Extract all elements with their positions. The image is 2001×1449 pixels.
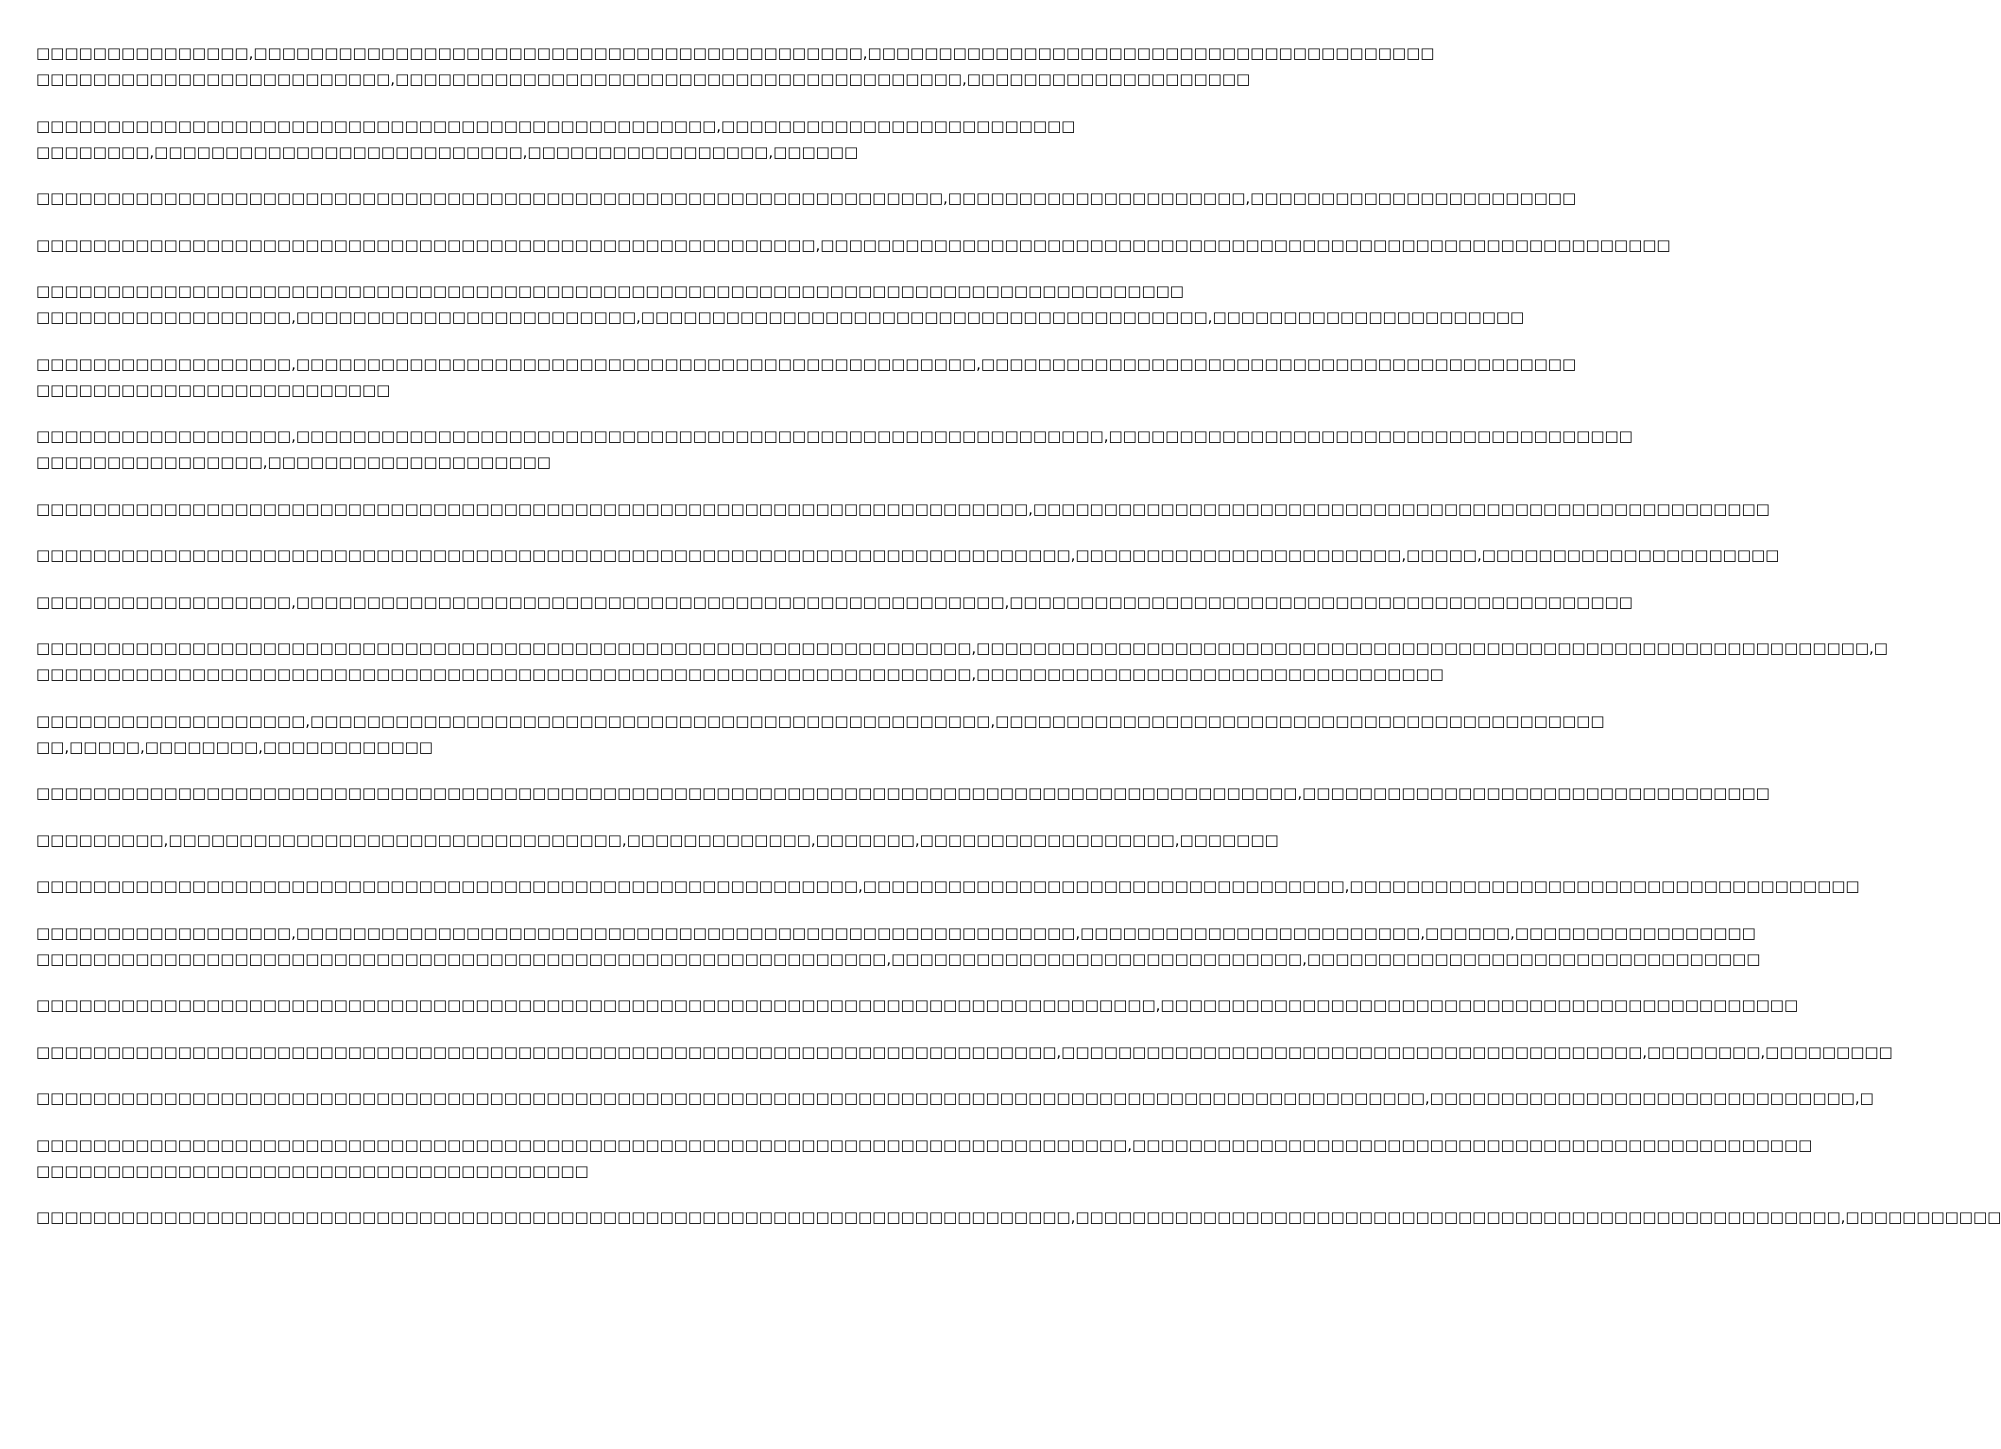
paragraph-line: □□□□□□□□□□□□□□□□□□□□□□□□□□□□□□□□□□□□□□□ bbox=[36, 1161, 589, 1180]
paragraph-line: □□□□□□□□□□□□□□□□□□□□□□□□□□□□□□□□□□□□□□□□□□□□□□□□□□□□□□□□□□□□□□□□□□□□□□□□□,□□□□□□□□□□□□□□□□□□□□□□□,□□□□□,□□□□□□□□□□□□□□□□□□□□□ bbox=[36, 546, 1780, 564]
paragraph bbox=[36, 780, 1770, 806]
paragraph-line: □□□□□□□□□□□□□□□□□□□□□□□□□□□□□□□□□□□□□□□□□□□□□□□□□□□□□□□□□□□□□□□□□□□□□□□□,□□□□□□□□□□□□□□□□□□□□□□□□□□□□□□□□□□□□□□□□□,□□□□□□□□,□□□□□□□□□ bbox=[36, 1042, 1893, 1061]
paragraph bbox=[36, 423, 1633, 475]
paragraph-line: □□□□□□□□□□□□□□□□□□□□□□□□□□□□□□□□□□□□□□□□□□□□□□□□□□□□□□□□□□,□□□□□□□□□□□□□□□□□□□□□□□□□□□□□□□□□□,□□□□□□□□□□□□□□□□□□□□□□□□□□□□□□□□□□□□ bbox=[36, 877, 1860, 895]
paragraph-line: □□□□□□□□□□□□□□□□□□□□□□□□□□□□□□□□□□□□□□□□□□□□□□□□□□□□□□□□□□□□□□□□□□□□□□□□□□□□□□□□□□□□□□□□□,□□□□□□□□□□□□□□□□□□□□□□□□□□□□□□□□□ bbox=[36, 784, 1770, 802]
paragraph bbox=[36, 920, 1761, 972]
paragraph-line: □□□□□□□□□□□□□□□□,□□□□□□□□□□□□□□□□□□□□ bbox=[36, 453, 551, 471]
paragraph bbox=[36, 232, 1671, 258]
paragraph-line: □□□□□□□□□□□□□□□□□□□□□□□□□□□□□□□□□□□□□□□□□□□□□□□□□□□□□□□□□□□□□□□□□□□□□□□□□□□□□,□□□□□□□□□□□□□□□□□□□□□□□□□□□□□□□□□□□□□□□□□□□□□□□□ bbox=[36, 1135, 1813, 1154]
paragraph-line: □□□□□□□□□□□□□□□□□□□□□□□□□□□□□□□□□□□□□□□□□□□□□□□□,□□□□□□□□□□□□□□□□□□□□□□□□□ bbox=[36, 116, 1076, 135]
paragraph-line: □□□□□□□□□□□□□□□□□□□□□□□□□□□□□□□□□□□□□□□□□□□□□□□□□□□□□□□□□□□□□□□□□□□□□□,□□□□□□□□□□□□□□□□□□□□□□□□□□□□□□□□□□□□□□□□□□□□□□□□□□□□ bbox=[36, 499, 1770, 518]
paragraph bbox=[36, 1132, 1813, 1184]
paragraph-line: □□□□□□□□□□□□□□□□□□□□□□□□□ bbox=[36, 380, 391, 399]
paragraph bbox=[36, 1039, 1893, 1065]
paragraph bbox=[36, 113, 1076, 165]
paragraph-line: □□□□□□□□,□□□□□□□□□□□□□□□□□□□□□□□□□□,□□□□□□□□□□□□□□□□□,□□□□□□ bbox=[36, 142, 859, 161]
paragraph-line: □□□□□□□□□□□□□□□□□□□□□□□□□□□□□□□□□□□□□□□□□□□□□□□□□□□□□□□,□□□□□□□□□□□□□□□□□□□□□□□□□□□□□□□□□□□□□□□□□□□□□□□□□□□□□□□□□□□□ bbox=[36, 235, 1671, 254]
document-page bbox=[36, 40, 2001, 1251]
paragraph-line: □□□□□□□□□□□□□□□□□□□□□□□□□□□□□□□□□□□□□□□□□□□□□□□□□□□□□□□□□□□□□□□□□□□□□□□□□□□□□□□□□ bbox=[36, 282, 1184, 300]
paragraph-line: □□□□□□□□□□□□□□□□□□,□□□□□□□□□□□□□□□□□□□□□□□□,□□□□□□□□□□□□□□□□□□□□□□□□□□□□□□□□□□□□□□□□,□□□□□□□□□□□□□□□□□□□□□□ bbox=[36, 308, 1525, 326]
paragraph bbox=[36, 708, 1605, 760]
paragraph-line: □□□□□□□□□□□□□□□,□□□□□□□□□□□□□□□□□□□□□□□□□□□□□□□□□□□□□□□□□□□,□□□□□□□□□□□□□□□□□□□□□□□□□□□□□□□□□□□□□□□□ bbox=[36, 44, 1435, 62]
paragraph-line: □□□□□□□□□□□□□□□□□□,□□□□□□□□□□□□□□□□□□□□□□□□□□□□□□□□□□□□□□□□□□□□□□□□,□□□□□□□□□□□□□□□□□□□□□□□□□□□□□□□□□□□□□□□□□□ bbox=[36, 354, 1577, 373]
paragraph-line: □□□□□□□□□□□□□□□□□□□□□□□□□□□□□□□□□□□□□□□□□□□□□□□□□□□□□□□□□□□□□□□□□□,□□□□□□□□□□□□□□□□□□□□□□□□□□□□□□□□□ bbox=[36, 665, 1444, 683]
paragraph bbox=[36, 351, 1577, 403]
paragraph bbox=[36, 542, 1780, 568]
paragraph bbox=[36, 589, 1633, 615]
paragraph-line: □□□□□□□□□□□□□□□□□□□□□□□□□□□□□□□□□□□□□□□□□□□□□□□□□□□□□□□□□□□□□□□□□□□□□□□□□□□□□□□□□□□□□□□□□□□□□□□□□□,□□□□□□□□□□□□□□□□□□□□□□□□□□□□□□,□ bbox=[36, 1089, 1874, 1107]
paragraph-line: □□□□□□□□□□□□□□□□□□□□□□□□□□□□□□□□□□□□□□□□□□□□□□□□□□□□□□□□□□□□,□□□□□□□□□□□□□□□□□□□□□□□□□□□□□,□□□□□□□□□□□□□□□□□□□□□□□□□□□□□□□□ bbox=[36, 949, 1761, 968]
paragraph-line: □□□□□□□□□□□□□□□□□□□,□□□□□□□□□□□□□□□□□□□□□□□□□□□□□□□□□□□□□□□□□□□□□□□□,□□□□□□□□□□□□□□□□□□□□□□□□□□□□□□□□□□□□□□□□□□□ bbox=[36, 711, 1605, 730]
paragraph-line: □□□□□□□□□□□□□□□□□□□□□□□□□□□□□□□□□□□□□□□□□□□□□□□□□□□□□□□□□□□□□□□□□□,□□□□□□□□□□□□□□□□□□□□□□□□□□□□□□□□□□□□□□□□□□□□□□□□□□□□□□□□□□□□□□□,□ bbox=[36, 639, 1888, 657]
paragraph-line: □□,□□□□□,□□□□□□□□,□□□□□□□□□□□□ bbox=[36, 737, 433, 756]
paragraph-line: □□□□□□□□□,□□□□□□□□□□□□□□□□□□□□□□□□□□□□□□□□,□□□□□□□□□□□□□,□□□□□□□,□□□□□□□□□□□□□□□□□□,□□□□□□□ bbox=[36, 830, 1279, 849]
paragraph-line: □□□□□□□□□□□□□□□□□□,□□□□□□□□□□□□□□□□□□□□□□□□□□□□□□□□□□□□□□□□□□□□□□□□□□,□□□□□□□□□□□□□□□□□□□□□□□□□□□□□□□□□□□□□□□□□□□□ bbox=[36, 592, 1633, 611]
paragraph-line: □□□□□□□□□□□□□□□□□□□□□□□□□□□□□□□□□□□□□□□□□□□□□□□□□□□□□□□□□□□□□□□□□□□□□□□□□□□□□□□,□□□□□□□□□□□□□□□□□□□□□□□□□□□□□□□□□□□□□□□□□□□□□ bbox=[36, 996, 1799, 1014]
paragraph-line: □□□□□□□□□□□□□□□□□□,□□□□□□□□□□□□□□□□□□□□□□□□□□□□□□□□□□□□□□□□□□□□□□□□□□□□□□□,□□□□□□□□□□□□□□□□□□□□□□□□,□□□□□□,□□□□□□□□□□□□□□□□□ bbox=[36, 923, 1756, 942]
paragraph bbox=[36, 496, 1770, 522]
paragraph bbox=[36, 827, 1279, 853]
paragraph bbox=[36, 992, 1799, 1018]
paragraph-line: □□□□□□□□□□□□□□□□□□,□□□□□□□□□□□□□□□□□□□□□□□□□□□□□□□□□□□□□□□□□□□□□□□□□□□□□□□□□,□□□□□□□□□□□□□□□□□□□□□□□□□□□□□□□□□□□□□ bbox=[36, 427, 1633, 445]
paragraph bbox=[36, 278, 1525, 330]
paragraph bbox=[36, 1085, 1874, 1111]
paragraph-line: □□□□□□□□□□□□□□□□□□□□□□□□□□□□□□□□□□□□□□□□□□□□□□□□□□□□□□□□□□□□□□□□,□□□□□□□□□□□□□□□□□□□□□,□□□□□□□□□□□□□□□□□□□□□□□ bbox=[36, 189, 1577, 207]
paragraph bbox=[36, 1204, 2001, 1230]
paragraph-line: □□□□□□□□□□□□□□□□□□□□□□□□□,□□□□□□□□□□□□□□□□□□□□□□□□□□□□□□□□□□□□□□□□,□□□□□□□□□□□□□□□□□□□□ bbox=[36, 70, 1251, 88]
paragraph bbox=[36, 873, 1860, 899]
paragraph bbox=[36, 635, 1888, 687]
paragraph bbox=[36, 185, 1577, 211]
paragraph bbox=[36, 40, 1435, 92]
paragraph-line: □□□□□□□□□□□□□□□□□□□□□□□□□□□□□□□□□□□□□□□□□□□□□□□□□□□□□□□□□□□□□□□□□□□□□□□□□,□□□□□□□□□□□□□□□□□□□□□□□□□□□□□□□□□□□□□□□□□□□□□□□□□□□□□□,□□□□□□□□□□□ bbox=[36, 1208, 2001, 1226]
